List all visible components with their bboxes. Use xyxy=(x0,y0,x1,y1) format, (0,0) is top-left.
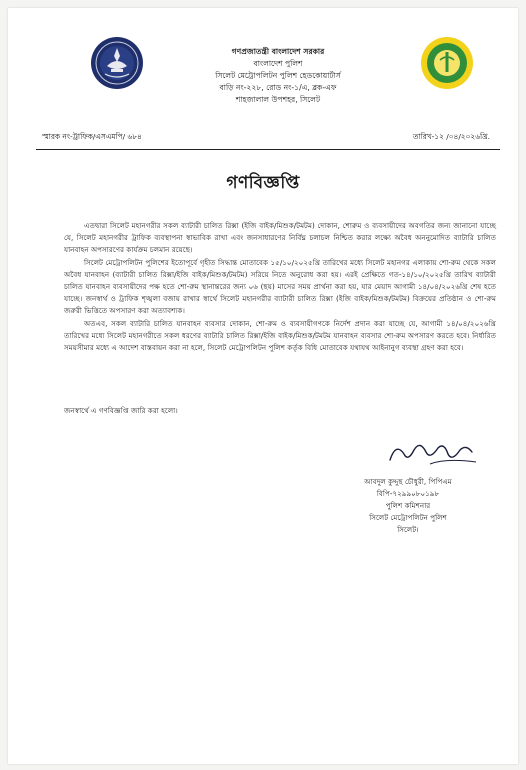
header-line-hq: সিলেট মেট্রোপলিটন পুলিশ হেডকোয়ার্টার্স xyxy=(215,71,341,80)
signatory-designation: পুলিশ কমিশনার xyxy=(385,501,431,510)
header-line-police: বাংলাদেশ পুলিশ xyxy=(253,59,303,68)
notice-body xyxy=(64,220,496,354)
header-line-government: গণপ্রজাতন্ত্রী বাংলাদেশ সরকার xyxy=(231,47,325,56)
letterhead xyxy=(158,46,398,106)
body-paragraph-1: এতদ্বারা সিলেট মহানগরীর সকল ব্যাটারী চালিত রিক্সা (ইজি বাইক/মিশুক/টমটম) দোকান, শোরুম ও ব্যবসায়ীদের অবগতির জন্য জানানো যাচ্ছে যে, সিলেট মহানগরীর ট্রাফিক ব্যবস্থাপনা স্বাভাবিক রাখা এবং জনসাধারণের নির্বিঘ্ন চলাচল নিশ্চিত করার লক্ষ্যে অবৈধ অননুমোদিত ব্যাটারি চালিত যানবাহন অপসারণের কার্যক্রম চলমান রয়েছে। xyxy=(64,221,496,255)
signatory-id: বিপি-৭২৯৯০৮০১৯৮ xyxy=(376,489,440,498)
signatory-city: সিলেট। xyxy=(397,525,419,534)
signatory-name: আবদুল কুদ্দুছ চৌধুরী, পিপিএম xyxy=(364,477,452,486)
reference-line xyxy=(42,132,490,144)
handwritten-signature xyxy=(386,436,482,470)
smp-emblem-icon xyxy=(420,36,474,90)
body-paragraph-2: সিলেট মেট্রোপলিটন পুলিশের ইতোপূর্বে গৃহীত সিদ্ধান্ত মোতাবেক ১৫/১০/২০২৫খ্রি তারিখের মধ্যে সিলেট মহানগর এলাকায় শো-রুম থেকে সকল অবৈধ যানবাহন (ব্যাটারী চালিত রিক্সা/ইজি বাইক/মিশুক/টমটম) সরিয়ে নিতে অনুরোধ করা হয়। এরই প্রেক্ষিতে গত-১৪/১০/২০২৫খ্রি তারিখ ব্যাটারী চালিত যানবাহন ব্যবসায়ীদের পক্ষ হতে শো-রুম স্থানান্তরের জন্য ০৬ (ছয়) মাসের সময় প্রার্থনা করা হয়, যার মেয়াদ আগামী ১৪/০৪/২০২৬খ্রি শেষ হতে যাচ্ছে। জনস্বার্থ ও ট্রাফিক শৃঙ্খলা বজায় রাখার স্বার্থে সিলেট মহানগরীর ব্যাটারী চালিত রিক্সা (ইজি বাইক/মিশুক/টমটম) বিক্রয়ের প্রতিষ্ঠান ও শো-রুম জরুরী ভিত্তিতে অপসারণ করা অত্যাবশ্যক। xyxy=(64,257,496,316)
police-emblem-icon xyxy=(90,36,144,90)
signatory-office: সিলেট মেট্রোপলিটন পুলিশ xyxy=(369,513,447,522)
header-divider xyxy=(36,149,500,150)
notice-title: গণবিজ্ঞপ্তি xyxy=(226,173,300,193)
notice-page xyxy=(8,8,518,764)
signatory-block xyxy=(308,476,508,536)
body-paragraph-3: অতএব, সকল ব্যাটারি চালিত যানবাহন ব্যবসার দোকান, শো-রুম ও ব্যবসায়ীগণকে নির্দেশ প্রদান করা যাচ্ছে যে, আগামী ১৪/০৪/২০২৬খ্রি তারিখের মধ্যে সিলেট মহানগরীতে সকল ধরণের ব্যাটারি চালিত রিক্সা/ইজি বাইক/মিশুক/টমটম যানবাহন ব্যবসার শো-রুম অপসারণ করতে হবে। নির্ধারিত সময়সীমার মধ্যে এ আদেশ বাস্তবায়ন করা না হলে, সিলেট মেট্রোপলিটন পুলিশ কর্তৃক বিধি মোতাবেক যথাযথ আইনানুগ ব্যবস্থা গ্রহণ করা হবে। xyxy=(64,318,496,353)
closing-statement: জনস্বার্থে এ গণবিজ্ঞপ্তি জারি করা হলো। xyxy=(64,406,178,415)
header-line-area: শাহজালাল উপশহর, সিলেট xyxy=(235,95,321,104)
memo-number: স্মারক নং-ট্রাফিক/এসএমপি/ ৬৮৪ xyxy=(42,132,142,141)
header-line-address: বাড়ি নং-২২৮, রোড নং-১/এ, ব্লক-এফ xyxy=(219,83,337,92)
notice-date: তারিখ-১২ /০৪/২০২৬খ্রি. xyxy=(412,132,490,141)
